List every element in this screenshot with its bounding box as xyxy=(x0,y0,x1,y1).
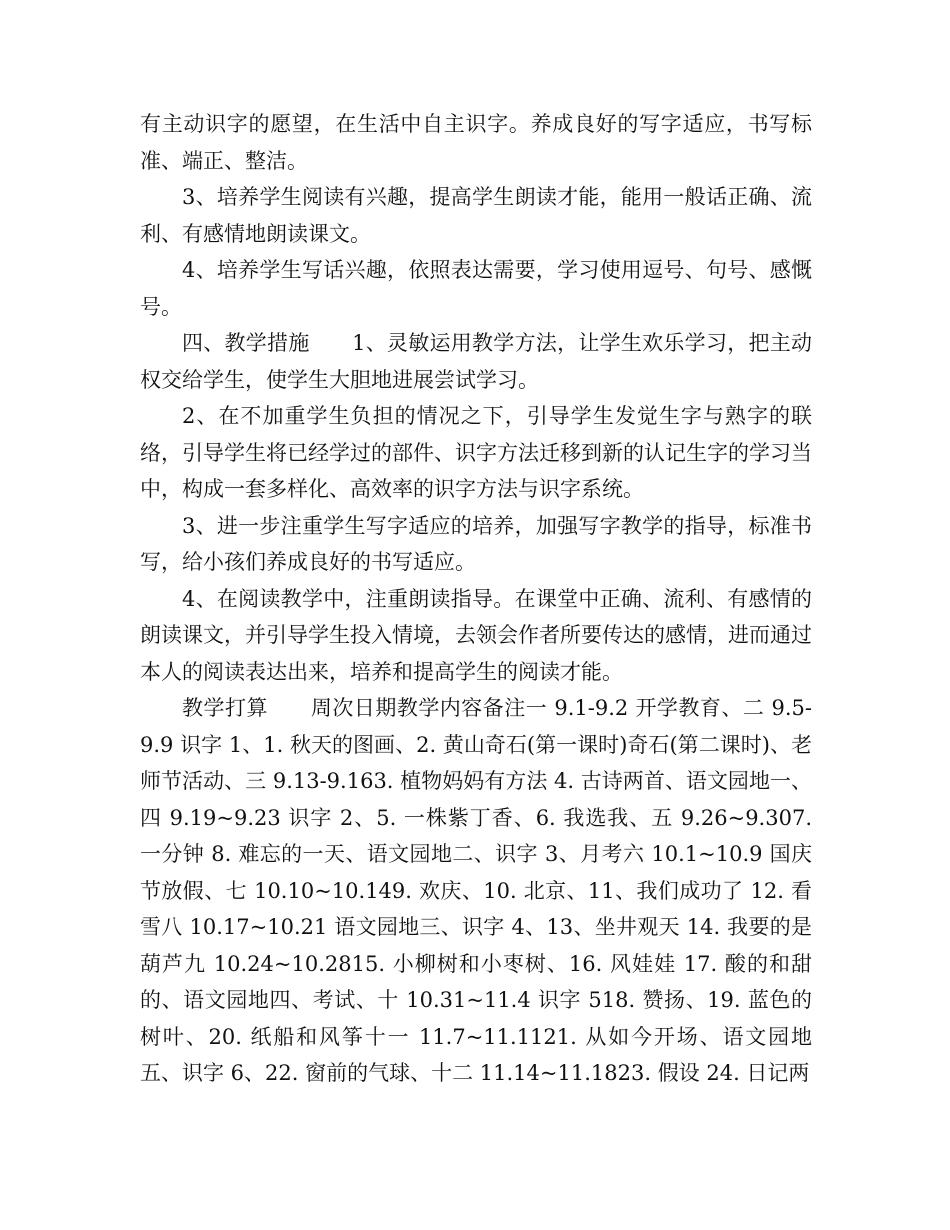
paragraph-goal-4: 4、培养学生写话兴趣，依照表达需要，学习使用逗号、句号、感慨号。 xyxy=(140,258,812,319)
paragraph-measures-1: 四、教学措施 1、灵敏运用教学方法，让学生欢乐学习，把主动权交给学生，使学生大胆地进展尝试学习。 xyxy=(140,331,812,392)
paragraph-goal-3: 3、培养学生阅读有兴趣，提高学生朗读才能，能用一般话正确、流利、有感情地朗读课文。 xyxy=(140,185,812,246)
paragraph-continued: 有主动识字的愿望，在生活中自主识字。养成良好的写字适应，书写标准、端正、整洁。 xyxy=(140,112,812,173)
paragraph-measures-2: 2、在不加重学生负担的情况之下，引导学生发觉生字与熟字的联络，引导学生将已经学过的部件、识字方法迁移到新的认记生字的学习当中，构成一套多样化、高效率的识字方法与识字系统。 xyxy=(140,404,812,501)
paragraph-measures-4: 4、在阅读教学中，注重朗读指导。在课堂中正确、流利、有感情的朗读课文，并引导学生投入情境，去领会作者所要传达的感情，进而通过本人的阅读表达出来，培养和提高学生的阅读才能。 xyxy=(140,586,812,684)
paragraph-measures-3: 3、进一步注重学生写字适应的培养，加强写字教学的指导，标准书写，给小孩们养成良好的书写适应。 xyxy=(140,513,812,574)
paragraph-teaching-plan: 教学打算 周次日期教学内容备注一 9.1-9.2 开学教育、二 9.5-9.9 识字 1、1. 秋天的图画、2. 黄山奇石(第一课时)奇石(第二课时)、老师节活动、三 9.13-9.163. 植物妈妈有方法 4. 古诗两首、语文园地一、四 9.19~9.23 识字 2、5. 一株紫丁香、6. 我选我、五 9.26~9.307. 一分钟 8. 难忘的一天、语文园地二、识字 3、月考六 10.1~10.9 国庆节放假、七 10.10~10.149. 欢庆、10. 北京、11、我们成功了 12. 看雪八 10.17~10.21 语文园地三、识字 4、13、坐井观天 14. 我要的是葫芦九 10.24~10.2815. 小柳树和小枣树、16. 风娃娃 17. 酸的和甜的、语文园地四、考试、十 10.31~11.4 识字 518. 赞扬、19. 蓝色的树叶、20. 纸船和风筝十一 11.7~11.1121. 从如今开场、语文园地五、识字 6、22. 窗前的气球、十二 11.14~11.1823. 假设 24. 日记两 xyxy=(140,696,812,1085)
document-body xyxy=(140,106,812,1092)
